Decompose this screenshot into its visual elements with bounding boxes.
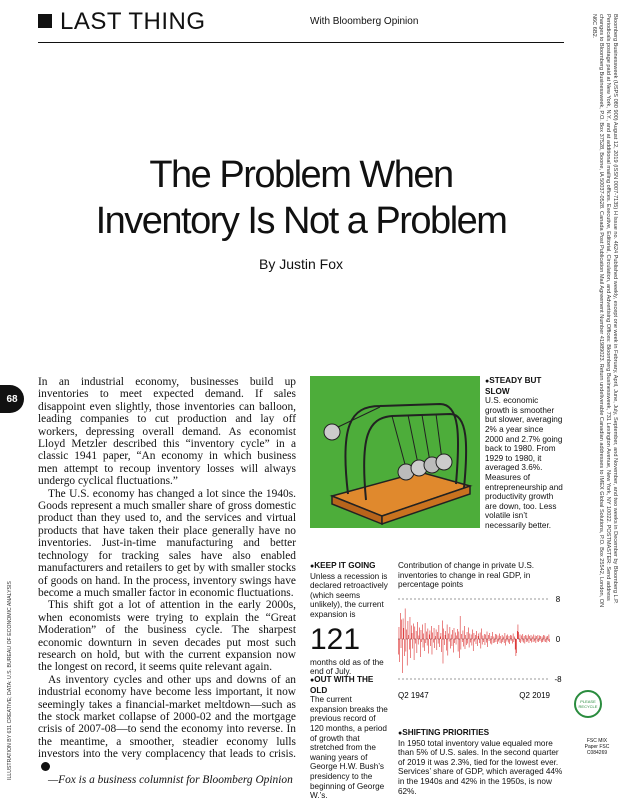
y-tick-label: 8 — [555, 595, 561, 604]
chart-bar — [519, 639, 520, 642]
chart-bar — [420, 639, 421, 657]
chart-bar — [535, 636, 536, 640]
chart-bar — [419, 636, 420, 640]
chart-bar — [412, 633, 413, 639]
chart-bar — [518, 632, 519, 639]
chart-bar — [500, 636, 501, 639]
chart-bar — [415, 639, 416, 644]
chart-bar — [399, 639, 400, 662]
chart-bar — [419, 628, 420, 640]
sidebar-out — [310, 675, 390, 801]
page-number: 68 — [0, 385, 24, 413]
chart-bar — [495, 634, 496, 639]
chart-bar — [533, 639, 534, 642]
chart-bar — [536, 636, 537, 639]
chart-bar — [477, 639, 478, 646]
chart-bar — [435, 636, 436, 639]
chart-bar — [461, 639, 462, 650]
chart-bar — [412, 639, 413, 649]
chart-bar — [534, 639, 535, 642]
chart-bar — [478, 636, 479, 639]
chart-bar — [494, 637, 495, 640]
chart-bar — [469, 639, 470, 648]
chart-bar — [537, 639, 538, 642]
chart-bar — [434, 639, 435, 648]
chart-bar — [475, 635, 476, 639]
chart-bar — [434, 628, 435, 639]
chart-bar — [549, 639, 550, 642]
chart-bar — [459, 632, 460, 640]
chart-bar — [514, 639, 515, 642]
chart-bar — [415, 627, 416, 640]
chart-bar — [453, 639, 454, 653]
sidebar-text: U.S. economic growth is smoother but slower, averaging 2% a year since 2000 and 2.7% going back to 1980. From 1929 to 1980, it averaged 3.6%. Measures of entrepreneurship and productivity growth are down, too. Less volatile isn’t necessarily better. — [485, 396, 563, 530]
chart-bar — [496, 639, 497, 642]
chart-bar — [401, 620, 402, 640]
chart-bar — [544, 639, 545, 642]
chart-bar — [483, 639, 484, 642]
chart-bar — [543, 635, 544, 639]
chart-bar — [408, 621, 409, 639]
chart-bar — [432, 639, 433, 655]
chart-bar — [499, 634, 500, 640]
chart-bar — [514, 637, 515, 640]
chart-bar — [442, 621, 443, 640]
chart-bar — [425, 623, 426, 639]
chart-bar — [438, 639, 439, 644]
chart-bar — [429, 635, 430, 640]
chart-bar — [520, 639, 521, 643]
chart-bar — [404, 639, 405, 656]
chart-bar — [418, 639, 419, 645]
byline: By Justin Fox — [258, 256, 344, 272]
chart-bar — [426, 632, 427, 640]
chart-bar — [538, 635, 539, 639]
chart-bar — [445, 631, 446, 639]
chart-bar — [424, 639, 425, 651]
chart-bar — [423, 634, 424, 640]
chart-bar — [500, 639, 501, 643]
chart-bar — [511, 639, 512, 641]
chart-bar — [515, 639, 516, 650]
chart-bar — [448, 639, 449, 656]
chart-bar — [488, 635, 489, 639]
chart-bar — [501, 639, 502, 644]
sidebar-shift — [398, 728, 564, 796]
illustration-credit: ILLUSTRATION BY 631 CREATIVE; DATA: U.S. BUREAU OF ECONOMIC ANALYSIS — [7, 581, 13, 780]
chart-bar — [437, 639, 438, 650]
chart-bar — [407, 639, 408, 666]
chart-bar — [483, 636, 484, 640]
chart-bar — [411, 626, 412, 640]
headline — [38, 152, 564, 244]
chart-bar — [423, 639, 424, 648]
chart-bar — [529, 636, 530, 639]
chart-bar — [516, 639, 517, 653]
chart-bar — [526, 639, 527, 642]
chart-bar — [443, 639, 444, 664]
chart-bar — [476, 639, 477, 644]
chart-bar — [430, 631, 431, 640]
chart-bar — [517, 631, 518, 639]
paragraph: This shift got a lot of attention in the early 2000s, when economists were trying to explain the “Great Moderation” of the business cycle. The sharpest economic downturn in seven decades put most such research on hold, but with the current expansion now the longest on record, it seems quite relevant again. — [38, 599, 296, 674]
chart-bar — [502, 635, 503, 639]
chart-bar — [417, 622, 418, 639]
chart-bar — [474, 633, 475, 639]
chart-bar — [413, 624, 414, 640]
article-body — [38, 376, 296, 786]
chart-bar — [523, 639, 524, 643]
chart-bar — [503, 639, 504, 642]
header-rule — [38, 42, 564, 43]
chart-bar — [531, 639, 532, 643]
chart-bar — [522, 634, 523, 639]
chart-bar — [533, 635, 534, 640]
end-mark-icon — [41, 762, 50, 771]
chart-bar — [464, 626, 465, 639]
chart-bar — [468, 628, 469, 640]
paragraph: The U.S. economy has changed a lot since the 1940s. Goods represent a much smaller share of gross domestic product than they used to, and the services and virtual products that have taken their place generally have no inventories. Just-in-time manufacturing and better technology for tracking sales have also enabled manufacturers and retailers to get by with smaller stocks of goods on hand. In the process, inventory swings have become a much smaller factor in economic fluctuations. — [38, 487, 296, 599]
chart-bar — [480, 633, 481, 640]
sidebar-heading: ● SHIFTING PRIORITIES — [398, 728, 564, 739]
chart-bar — [454, 639, 455, 643]
chart-bar — [452, 639, 453, 646]
y-tick-label: -8 — [554, 675, 562, 684]
chart-bar — [441, 633, 442, 639]
publication-imprint: Bloomberg Businessweek (USPS 080 900) August 12, 2019 (ISSN 0007-7135) H Issue no. 4624 Published weekly, except one week in February, April, June, July, September, and November, and two weeks in December by Bloomberg L.P. Periodicals postage paid at New York, N.Y., and at additional mailing offices. Executive, Editorial, Circulation, and Advertising Offices: Bloomberg Businessweek, 731 Lexington Avenue, New York, NY 10022. POSTMASTER: Send address changes to Bloomberg Businessweek, P.O. Box 37528, Boone, IA 50037-0528. Canada Post Publication Mail Agreement Number 41989023. Return undeliverable Canadian addresses to IMEX Global Solutions, P.O. Box 25542, London, ON N6C 6B2. — [591, 14, 618, 608]
chart-bar — [431, 626, 432, 639]
chart-bar — [531, 635, 532, 639]
chart-bar — [451, 635, 452, 640]
chart-bar — [416, 631, 417, 639]
chart-bar — [439, 625, 440, 639]
chart-bar — [446, 639, 447, 651]
chart-bar — [498, 639, 499, 642]
paragraph-text: As inventory cycles and other ups and downs of an industrial economy have become less important, it now seemingly takes a financial-market meltdown—such as the stock market collapse of 2000-02 and the mortgage crisis of 2007-08—to send the economy into reverse. In the meantime, a smoother, steadier economy lulls investors into the very complacency that leads to crisis. — [38, 673, 296, 761]
chart-bar — [436, 630, 437, 640]
chart-bar — [450, 627, 451, 639]
chart-bar — [403, 619, 404, 640]
chart-bar — [541, 639, 542, 643]
chart-bar — [459, 639, 460, 658]
chart-bar — [406, 630, 407, 640]
sidebar-text: In 1950 total inventory value equaled more than 5% of U.S. sales. In the second quarter of 2019 it was 2.3%, tied for the lowest ever. Services’ share of GDP, which averaged 44% in the 1940s and 42% in the 1950s, is now 62%. — [398, 738, 563, 796]
chart-bar — [521, 636, 522, 640]
chart-bar — [506, 636, 507, 640]
chart-bar — [421, 630, 422, 639]
chart-bar — [426, 639, 427, 643]
sidebar-text: The current expansion breaks the previous record of 120 months, a period of growth that stretched from the waning years of George H.W. Bush’s presidency to the beginning of George W.’s. — [310, 695, 388, 801]
chart-bar — [470, 634, 471, 640]
chart-bar — [473, 639, 474, 651]
sidebar-keep — [310, 561, 390, 677]
chart-bar — [516, 639, 517, 656]
partner-label: With Bloomberg Opinion — [310, 16, 419, 27]
sidebar-text: months old as of the end of July. — [310, 657, 384, 677]
sidebar-heading: ● OUT WITH THE OLD — [310, 675, 390, 695]
chart-bar — [450, 639, 451, 649]
chart-bar — [481, 639, 482, 649]
chart-bar — [497, 639, 498, 644]
chart-bar — [494, 639, 495, 643]
chart-bar — [428, 629, 429, 640]
paragraph — [38, 674, 296, 773]
chart-bar — [466, 639, 467, 645]
chart-bar — [538, 639, 539, 642]
chart-bar — [548, 639, 549, 641]
section-marker — [38, 14, 52, 28]
y-tick-label: 0 — [555, 635, 561, 644]
chart-bar — [408, 635, 409, 639]
chart-bar — [528, 635, 529, 640]
chart-bar — [509, 639, 510, 644]
chart-bar — [505, 639, 506, 646]
chart-bar — [481, 629, 482, 640]
chart-bar — [404, 628, 405, 639]
chart-bar — [456, 636, 457, 640]
chart-bar — [496, 635, 497, 640]
chart-bar — [422, 625, 423, 640]
chart-bar — [539, 636, 540, 640]
chart-bar — [486, 639, 487, 643]
chart-title: Contribution of change in private U.S. inventories to change in real GDP, in percentage points — [398, 561, 535, 590]
chart-bar — [444, 639, 445, 645]
chart-bar — [454, 628, 455, 639]
chart-bar — [540, 639, 541, 641]
section-title: LAST THING — [60, 8, 206, 35]
chart-bar — [484, 634, 485, 639]
chart-bar — [443, 629, 444, 640]
chart-bar — [522, 639, 523, 642]
recycle-logo-icon: PLEASE RECYCLE — [574, 690, 602, 718]
chart-bar — [460, 616, 461, 639]
chart-bar — [504, 639, 505, 643]
chart-bar — [485, 635, 486, 640]
newtons-cradle-icon — [310, 376, 480, 528]
sidebar-text: Unless a recession is declared retroactively (which seems unlikely), the current expansion is — [310, 571, 388, 619]
sidebar-heading: ● KEEP IT GOING — [310, 561, 390, 572]
headline-line-2: Inventory Is Not a Problem — [95, 200, 507, 242]
chart-bar — [525, 639, 526, 644]
chart-bar — [512, 639, 513, 644]
chart-bar — [485, 639, 486, 645]
chart-bar — [476, 631, 477, 639]
chart-bar — [440, 637, 441, 640]
chart-bar — [487, 639, 488, 647]
chart-bar — [406, 639, 407, 652]
headline-line-1: The Problem When — [149, 154, 453, 196]
chart-bar — [492, 639, 493, 645]
chart-bar — [449, 639, 450, 642]
chart-bar — [417, 639, 418, 653]
chart-bar — [478, 634, 479, 640]
paragraph: In an industrial economy, businesses build up inventories to meet expected demand. If sales disappoint even slightly, those inventories can balloon, leading companies to cut production and lay off workers, depressing overall demand. As economist Lloyd Metzler described this “inventory cycle” in a classic 1941 paper, “An economy in which business men attempt to recoup inventory losses will always undergo cyclical fluctuations.” — [38, 376, 296, 488]
chart-bar — [547, 639, 548, 643]
chart-bar — [400, 613, 401, 639]
fsc-logo: FSC MIX Paper FSC C084269 — [584, 738, 610, 756]
chart-bar — [547, 636, 548, 639]
chart-bar — [437, 632, 438, 639]
chart-bar — [452, 630, 453, 639]
chart-bar — [503, 637, 504, 640]
chart-bar — [472, 630, 473, 640]
chart-bar — [542, 637, 543, 640]
chart-bar — [448, 634, 449, 640]
chart-bar — [456, 639, 457, 645]
chart-bar — [482, 639, 483, 645]
x-start-label: Q2 1947 — [398, 691, 429, 700]
chart-bar — [529, 639, 530, 643]
inventory-chart — [398, 592, 566, 700]
chart-bar — [455, 633, 456, 640]
chart-bar — [463, 631, 464, 640]
chart-bar — [507, 635, 508, 640]
chart-bar — [399, 627, 400, 639]
chart-bar — [527, 639, 528, 642]
x-end-label: Q2 2019 — [519, 691, 550, 700]
chart-bar — [540, 636, 541, 639]
chart-bar — [493, 639, 494, 643]
chart-bar — [441, 639, 442, 652]
chart-bar — [510, 635, 511, 639]
sidebar-steady — [485, 376, 563, 531]
chart-bar — [490, 639, 491, 644]
chart-bar — [536, 639, 537, 643]
chart-bar — [530, 639, 531, 641]
chart-bar — [427, 639, 428, 646]
chart-bar — [498, 636, 499, 640]
chart-bar — [414, 639, 415, 660]
chart-bar — [527, 636, 528, 640]
chart-bar — [546, 637, 547, 640]
chart-bar — [470, 639, 471, 643]
chart-bar — [509, 636, 510, 639]
chart-bar — [545, 639, 546, 642]
chart-bar — [489, 633, 490, 639]
chart-bar — [465, 635, 466, 639]
author-note: —Fox is a business columnist for Bloomberg Opinion — [48, 774, 293, 786]
chart-bar — [410, 639, 411, 658]
chart-bar — [430, 639, 431, 646]
chart-bar — [513, 634, 514, 640]
chart-bar — [472, 639, 473, 646]
chart-bar — [491, 636, 492, 639]
chart-bar — [405, 609, 406, 640]
chart-bar — [401, 639, 402, 648]
chart-bar — [409, 639, 410, 650]
chart-bar — [507, 639, 508, 642]
chart-bar — [487, 632, 488, 640]
chart-bar — [467, 639, 468, 644]
chart-bar — [462, 639, 463, 642]
chart-bar — [465, 639, 466, 649]
chart-bar — [525, 635, 526, 639]
chart-bar — [505, 633, 506, 639]
chart-bar — [508, 639, 509, 643]
chart-bar — [520, 635, 521, 640]
chart-bar — [532, 637, 533, 640]
chart-bar — [542, 639, 543, 642]
chart-bar — [445, 635, 446, 639]
chart-bar — [439, 639, 440, 647]
chart-bar — [410, 617, 411, 639]
newtons-cradle-illustration — [310, 376, 480, 528]
chart-bar — [421, 639, 422, 642]
chart-bar — [447, 625, 448, 640]
chart-bar — [518, 625, 519, 640]
chart-bar — [489, 639, 490, 641]
chart-bar — [457, 629, 458, 639]
chart-bar — [467, 632, 468, 639]
chart-bar — [511, 636, 512, 640]
chart-bar — [433, 639, 434, 643]
chart-bar — [432, 633, 433, 640]
chart-bar — [474, 639, 475, 642]
chart-bar — [492, 632, 493, 639]
chart-bar — [428, 639, 429, 654]
chart-bar — [458, 639, 459, 652]
expansion-months: 121 — [310, 622, 361, 656]
sidebar-heading: ● STEADY BUT SLOW — [485, 376, 563, 396]
chart-bar — [463, 639, 464, 647]
chart-bar — [479, 639, 480, 643]
chart-bar — [398, 639, 399, 655]
chart-bar — [549, 635, 550, 640]
chart-bar — [471, 635, 472, 640]
chart-bar — [402, 639, 403, 673]
chart-bar — [545, 636, 546, 640]
chart-bar — [461, 634, 462, 639]
chart-bar — [524, 636, 525, 639]
